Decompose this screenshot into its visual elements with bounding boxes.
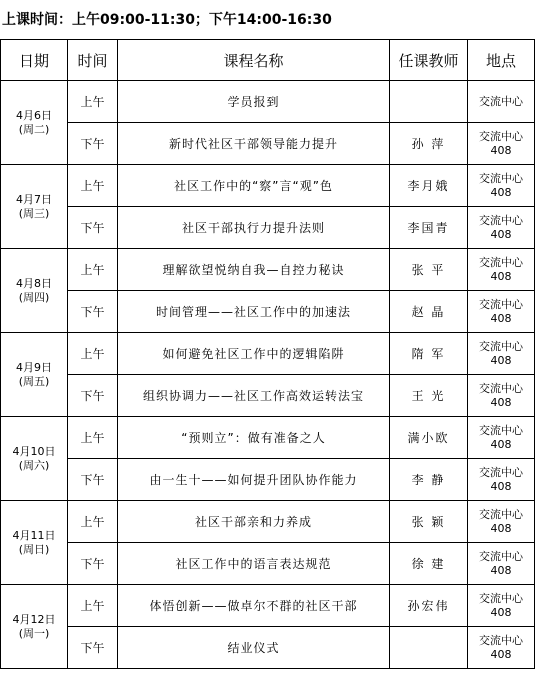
room-line: 408 [490,521,512,535]
teacher-cell: 赵 晶 [390,291,468,333]
course-cell: 由一生十——如何提升团队协作能力 [118,459,390,501]
room-line: 408 [490,605,512,619]
teacher-cell: 李 静 [390,459,468,501]
teacher-cell [390,81,468,123]
place-line: 交流中心 [479,423,523,437]
course-cell: 新时代社区干部领导能力提升 [118,123,390,165]
room-line: 408 [490,185,512,199]
room-line: 408 [490,647,512,661]
table-row [1,123,535,165]
date-line: 4月9日 [16,360,52,374]
date-cell [1,501,68,585]
place-line: 交流中心 [479,381,523,395]
time-cell: 下午 [68,207,118,249]
col-header-course: 课程名称 [118,40,390,81]
date-line: 4月10日 [12,444,56,458]
time-cell: 下午 [68,543,118,585]
date-cell [1,165,68,249]
table-row [1,501,535,543]
time-cell: 下午 [68,123,118,165]
date-line: 4月7日 [16,192,52,206]
weekday-line: (周六) [18,458,50,472]
place-line: 交流中心 [479,549,523,563]
room-line: 408 [490,395,512,409]
table-row [1,417,535,459]
room-line: 408 [490,227,512,241]
date-line: 4月8日 [16,276,52,290]
time-cell: 上午 [68,585,118,627]
room-line: 408 [490,311,512,325]
course-cell: 时间管理——社区工作中的加速法 [118,291,390,333]
schedule-body [1,81,535,669]
teacher-cell: 王 光 [390,375,468,417]
teacher-cell: 徐 建 [390,543,468,585]
place-cell [468,627,535,669]
place-cell [468,123,535,165]
place-cell [468,585,535,627]
place-cell [468,165,535,207]
place-cell [468,543,535,585]
place-line: 交流中心 [479,633,523,647]
teacher-cell: 李国青 [390,207,468,249]
time-cell: 上午 [68,333,118,375]
place-line: 交流中心 [479,591,523,605]
room-line: 408 [490,269,512,283]
time-cell: 上午 [68,249,118,291]
course-cell: 结业仪式 [118,627,390,669]
course-cell: 学员报到 [118,81,390,123]
table-row [1,291,535,333]
room-line: 408 [490,563,512,577]
place-line: 交流中心 [479,465,523,479]
table-row [1,543,535,585]
teacher-cell: 张 平 [390,249,468,291]
time-cell: 上午 [68,165,118,207]
course-cell: 理解欲望悦纳自我—自控力秘诀 [118,249,390,291]
place-cell [468,207,535,249]
course-cell: 社区干部执行力提升法则 [118,207,390,249]
teacher-cell: 李月娥 [390,165,468,207]
place-line: 交流中心 [479,171,523,185]
header-row [1,40,535,81]
date-cell [1,333,68,417]
place-cell [468,81,535,123]
weekday-line: (周三) [18,206,50,220]
room-line: 408 [490,353,512,367]
table-row [1,585,535,627]
teacher-cell: 孙 萍 [390,123,468,165]
time-cell: 下午 [68,291,118,333]
date-cell [1,249,68,333]
weekday-line: (周日) [18,542,50,556]
table-row [1,207,535,249]
place-cell [468,459,535,501]
time-cell: 下午 [68,627,118,669]
place-cell [468,501,535,543]
time-cell: 上午 [68,81,118,123]
schedule-hours: 上课时间：上午09:00-11:30；下午14:00-16:30 [2,12,332,28]
course-cell: 组织协调力——社区工作高效运转法宝 [118,375,390,417]
place-line: 交流中心 [479,94,523,108]
course-schedule-table [0,39,535,669]
table-row [1,627,535,669]
col-header-teacher: 任课教师 [390,40,468,81]
col-header-date: 日期 [1,40,68,81]
teacher-cell: 满小欧 [390,417,468,459]
course-cell: 社区工作中的“察”言“观”色 [118,165,390,207]
table-row [1,459,535,501]
weekday-line: (周四) [18,290,50,304]
place-line: 交流中心 [479,507,523,521]
place-line: 交流中心 [479,255,523,269]
time-cell: 上午 [68,501,118,543]
teacher-cell: 张 颖 [390,501,468,543]
teacher-cell [390,627,468,669]
date-cell [1,417,68,501]
room-line: 408 [490,143,512,157]
teacher-cell: 隋 军 [390,333,468,375]
course-cell: “预则立”：做有准备之人 [118,417,390,459]
place-cell [468,249,535,291]
place-cell [468,291,535,333]
place-cell [468,375,535,417]
date-line: 4月11日 [12,528,56,542]
course-cell: 体悟创新——做卓尔不群的社区干部 [118,585,390,627]
date-cell [1,585,68,669]
room-line: 408 [490,479,512,493]
table-row [1,165,535,207]
table-row [1,249,535,291]
date-line: 4月12日 [12,612,56,626]
date-line: 4月6日 [16,108,52,122]
date-cell [1,81,68,165]
place-line: 交流中心 [479,129,523,143]
table-row [1,375,535,417]
place-line: 交流中心 [479,339,523,353]
teacher-cell: 孙宏伟 [390,585,468,627]
place-line: 交流中心 [479,213,523,227]
weekday-line: (周一) [18,626,50,640]
col-header-time: 时间 [68,40,118,81]
room-line: 408 [490,437,512,451]
col-header-place: 地点 [468,40,535,81]
place-cell [468,417,535,459]
table-row [1,81,535,123]
weekday-line: (周二) [18,122,50,136]
time-cell: 下午 [68,375,118,417]
weekday-line: (周五) [18,374,50,388]
course-cell: 社区工作中的语言表达规范 [118,543,390,585]
time-cell: 上午 [68,417,118,459]
time-cell: 下午 [68,459,118,501]
place-cell [468,333,535,375]
course-cell: 如何避免社区工作中的逻辑陷阱 [118,333,390,375]
course-cell: 社区干部亲和力养成 [118,501,390,543]
table-row [1,333,535,375]
place-line: 交流中心 [479,297,523,311]
